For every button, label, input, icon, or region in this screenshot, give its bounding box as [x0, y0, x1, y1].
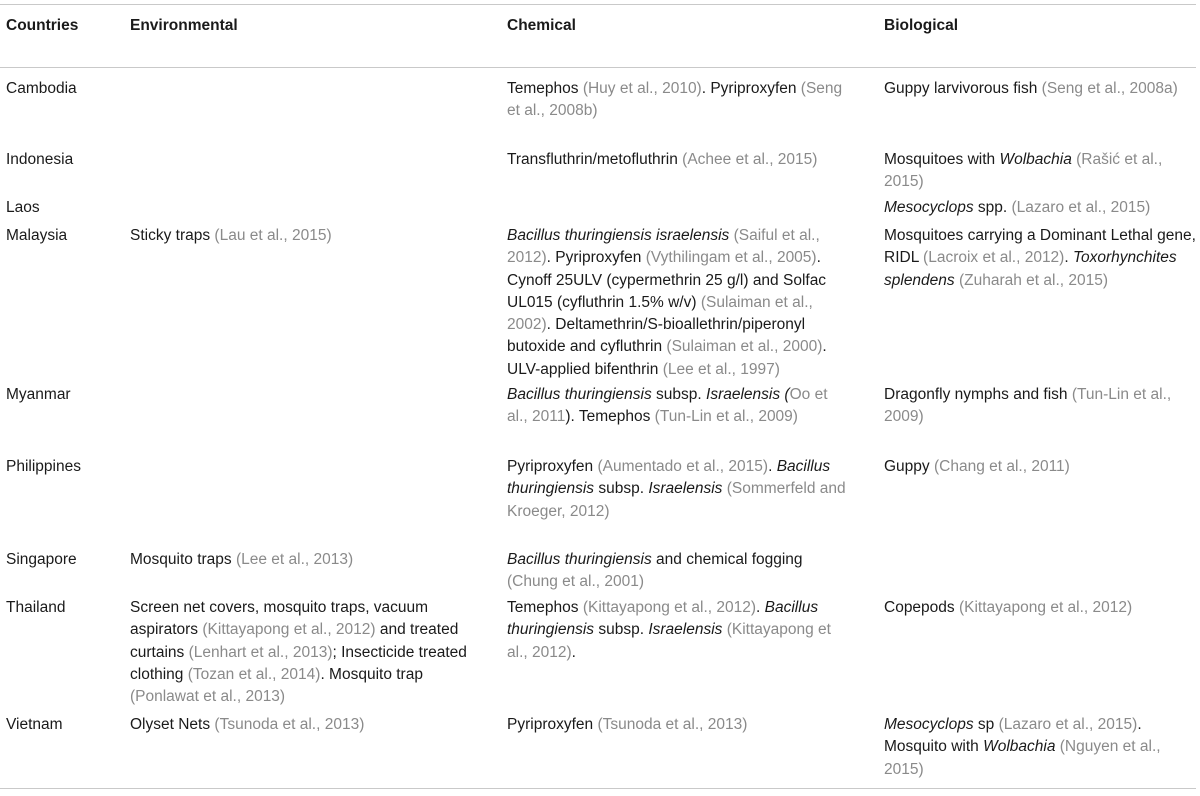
cell-text: Bacillus thuringiensis	[507, 551, 652, 568]
country-cell: Myanmar	[6, 386, 71, 403]
citation-text: (Tsunoda et al., 2013)	[214, 716, 365, 733]
cell-text: and treated curtains	[130, 621, 459, 661]
cell-text: Sticky traps	[130, 227, 215, 244]
country-cell: Laos	[6, 199, 40, 216]
environmental-cell	[130, 714, 495, 736]
cell-text: Pyriproxyfen	[507, 716, 598, 733]
cell-text: Mosquito traps	[130, 551, 236, 568]
cell-text: Screen net covers, mosquito traps, vacuum aspirators	[130, 599, 429, 639]
citation-text: (Tun-Lin et al., 2009)	[654, 408, 798, 426]
table-bottom-rule	[0, 788, 1196, 789]
citation-text: (Sommerfeld and Kroeger, 2012)	[507, 480, 846, 520]
cell-text: Bacillus thuringiensis israelensis	[507, 227, 730, 244]
citation-text: (Rašić et al., 2015)	[884, 151, 1163, 191]
cell-text: Transfluthrin/metofluthrin	[507, 151, 683, 168]
chemical-cell	[507, 384, 852, 429]
citation-text: (Chang et al., 2011)	[933, 458, 1070, 475]
cell-text: Dragonfly nymphs and fish	[884, 386, 1072, 403]
citation-text: (Aumentado et al., 2015)	[597, 458, 769, 475]
cell-text: .	[756, 599, 765, 616]
biological-cell	[884, 714, 1196, 781]
country-cell: Malaysia	[6, 227, 68, 244]
citation-text: (Tun-Lin et al., 2009)	[884, 386, 1172, 426]
citation-text: (Vythilingam et al., 2005)	[645, 249, 817, 267]
citation-text: (Sulaiman et al., 2000)	[666, 338, 823, 356]
citation-text: (Lau et al., 2015)	[214, 227, 332, 244]
chemical-cell	[507, 78, 852, 123]
header-biological: Biological	[884, 17, 959, 34]
cell-text: ). Temephos	[565, 408, 655, 426]
country-cell: Singapore	[6, 551, 77, 568]
cell-text: Wolbachia	[983, 738, 1056, 756]
citation-text: (Zuharah et al., 2015)	[958, 271, 1109, 289]
citation-text: (Chung et al., 2001)	[507, 573, 645, 591]
cell-text: Bacillus thuringiensis	[507, 599, 819, 639]
chemical-cell	[507, 714, 852, 736]
header-divider-rule	[0, 67, 1196, 68]
cell-text: spp.	[973, 199, 1012, 216]
biological-cell	[884, 384, 1196, 429]
country-cell: Thailand	[6, 599, 66, 616]
cell-text: Guppy larvivorous fish	[884, 80, 1042, 97]
cell-text: Israelensis (	[706, 386, 790, 403]
environmental-cell	[130, 597, 495, 708]
cell-text: . Mosquito with	[884, 716, 1142, 756]
header-countries: Countries	[6, 17, 79, 34]
cell-text: . ULV-applied bifenthrin	[507, 338, 827, 378]
header-environmental: Environmental	[130, 17, 238, 34]
header-chemical: Chemical	[507, 17, 576, 34]
cell-text: Israelensis	[648, 480, 723, 498]
biological-cell	[884, 78, 1196, 100]
cell-text: Mesocyclops	[884, 716, 974, 733]
cell-text: Olyset Nets	[130, 716, 215, 733]
cell-text: .	[571, 643, 576, 661]
cell-text: . Deltamethrin/S-bioallethrin/piperonyl butoxide and cyfluthrin	[507, 316, 806, 356]
citation-text: (Huy et al., 2010)	[582, 80, 702, 97]
environmental-cell	[130, 549, 495, 571]
cell-text: .	[768, 458, 777, 475]
cell-text: ; Insecticide treated clothing	[130, 643, 467, 683]
cell-text: subsp.	[594, 621, 649, 639]
citation-text: (Lee et al., 2013)	[235, 551, 354, 568]
citation-text: (Tozan et al., 2014)	[187, 665, 321, 683]
cell-text: Copepods	[884, 599, 959, 616]
citation-text: (Lazaro et al., 2015)	[1011, 199, 1151, 216]
cell-text: Mosquitoes carrying a Dominant Lethal gene, RIDL	[884, 227, 1196, 267]
biological-cell	[884, 456, 1196, 478]
chemical-cell	[507, 597, 852, 664]
cell-text: subsp.	[651, 386, 707, 403]
cell-text: Toxorhynchites splendens	[884, 249, 1177, 289]
country-cell: Philippines	[6, 458, 81, 475]
cell-text: Israelensis	[648, 621, 723, 639]
citation-text: (Lazaro et al., 2015)	[998, 716, 1138, 733]
chemical-cell	[507, 549, 852, 594]
citation-text: (Ponlawat et al., 2013)	[130, 688, 286, 706]
cell-text: Temephos	[507, 80, 583, 97]
cell-text: Bacillus thuringiensis	[507, 386, 652, 403]
biological-cell	[884, 149, 1196, 194]
citation-text: (Lacroix et al., 2012)	[923, 249, 1065, 267]
cell-text: subsp.	[594, 480, 649, 498]
citation-text: (Lee et al., 1997)	[662, 360, 780, 378]
country-cell: Indonesia	[6, 151, 74, 168]
cell-text: Mosquitoes with	[884, 151, 1000, 168]
table-top-rule	[0, 4, 1196, 5]
citation-text: (Seng et al., 2008a)	[1041, 80, 1178, 97]
citation-text: (Lenhart et al., 2013)	[188, 643, 333, 661]
biological-cell	[884, 225, 1196, 292]
citation-text: (Kittayapong et al., 2012)	[507, 621, 831, 661]
citation-text: Oo et al., 2011	[507, 386, 828, 426]
biological-cell	[884, 197, 1196, 219]
cell-text: Guppy	[884, 458, 934, 475]
citation-text: (Kittayapong et al., 2012)	[582, 599, 757, 616]
citation-text: (Sulaiman et al., 2002)	[507, 293, 813, 334]
citation-text: (Saiful et al., 2012)	[507, 227, 820, 267]
citation-text: (Achee et al., 2015)	[682, 151, 818, 168]
citation-text: (Tsunoda et al., 2013)	[597, 716, 748, 733]
citation-text: (Seng et al., 2008b)	[507, 80, 843, 120]
cell-text: Pyriproxyfen	[507, 458, 598, 475]
citation-text: (Kittayapong et al., 2012)	[958, 599, 1133, 616]
cell-text: . Pyriproxyfen	[546, 249, 646, 267]
citation-text: (Kittayapong et al., 2012)	[202, 621, 376, 639]
biological-cell	[884, 597, 1196, 619]
country-cell: Cambodia	[6, 80, 77, 97]
cell-text: .	[1064, 249, 1073, 267]
chemical-cell	[507, 456, 852, 523]
chemical-cell	[507, 225, 852, 381]
chemical-cell	[507, 149, 852, 171]
cell-text: . Mosquito trap	[320, 665, 423, 683]
citation-text: (Nguyen et al., 2015)	[884, 738, 1161, 778]
cell-text: Mesocyclops	[884, 199, 974, 216]
cell-text: and chemical fogging	[651, 551, 803, 568]
cell-text: Wolbachia	[999, 151, 1072, 168]
cell-text: . Pyriproxyfen	[701, 80, 801, 97]
cell-text: Temephos	[507, 599, 583, 616]
country-cell: Vietnam	[6, 716, 63, 733]
cell-text: Bacillus thuringiensis	[507, 458, 831, 498]
cell-text: sp	[973, 716, 999, 733]
cell-text: . Cynoff 25ULV (cypermethrin 25 g/l) and Solfac UL015 (cyfluthrin 1.5% w/v)	[507, 249, 827, 311]
environmental-cell	[130, 225, 495, 247]
